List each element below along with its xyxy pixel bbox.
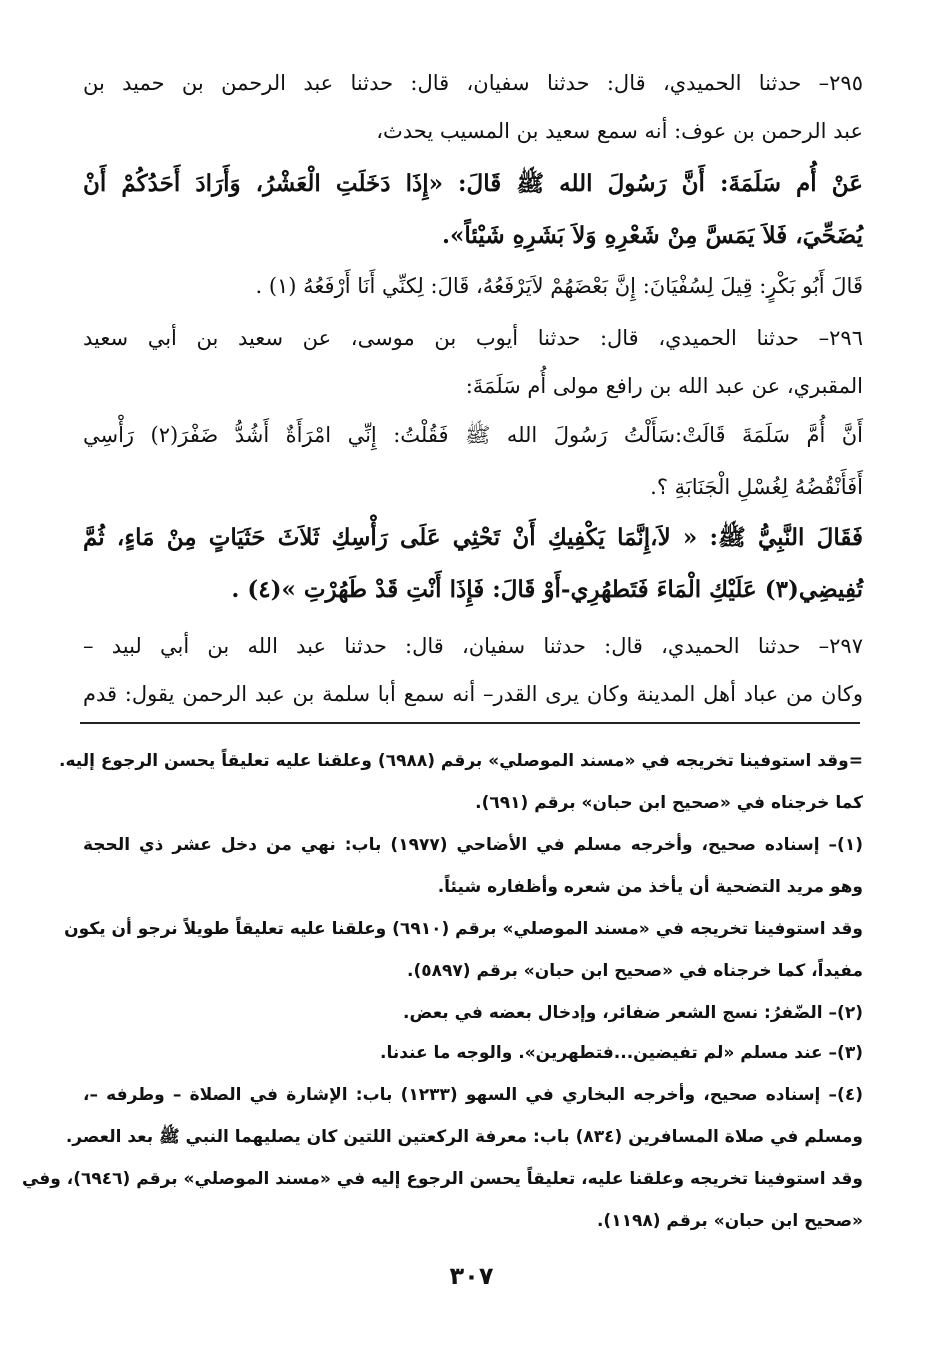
footnote-1-line-2: وهو مريد التضحية أن يأخذ من شعره وأظفاره شيئاً.	[437, 877, 863, 897]
footnote-continuation-line-2: كما خرجناه في «صحيح ابن حبان» برقم (٦٩١).	[475, 793, 863, 813]
page-number: ٣٠٧	[449, 1262, 494, 1290]
footnote-1-line-3: وقد استوفينا تخريجه في «مسند الموصلي» برقم (٦٩١٠) وعلقنا عليه تعليقاً طويلاً نرجو أن يكون	[64, 919, 863, 939]
footnote-1-line-4: مفيداً، كما خرجناه في «صحيح ابن حبان» برقم (٥٨٩٧).	[407, 961, 863, 981]
footnote-2: (٢)– الضّفرُ: نسج الشعر ضفائر، وإدخال بعضه في بعض.	[403, 1003, 863, 1023]
hadith-295-text-line-2: يُضَحِّيَ، فَلاَ يَمَسَّ مِنْ شَعْرِهِ وَلاَ بَشَرِهِ شَيْئاً».	[442, 222, 863, 249]
hadith-296-text-line-3: فَقَالَ النَّبِيُّ ﷺ: « لاَ،إِنَّمَا يَكْفِيكِ أَنْ تَحْثِي عَلَى رَأْسِكِ ثَلاَثَ حَثَيَاتٍ مِنْ مَاءٍ، ثُمَّ	[83, 524, 863, 551]
hadith-295-line-1: ٢٩٥– حدثنا الحميدي، قال: حدثنا سفيان، قال: حدثنا عبد الرحمن بن حميد بن	[83, 71, 863, 95]
hadith-296-line-2: المقبري، عن عبد الله بن رافع مولى أُم سَلَمَةَ:	[465, 374, 863, 398]
footnote-continuation-line-1: =وقد استوفينا تخريجه في «مسند الموصلي» برقم (٦٩٨٨) وعلقنا عليه تعليقاً يحسن الرجوع إليه.	[58, 751, 863, 771]
hadith-295-line-2: عبد الرحمن بن عوف: أنه سمع سعيد بن المسيب يحدث،	[376, 119, 863, 143]
abu-bakr-note: قَالَ أَبُو بَكْرٍ: قِيلَ لِسُفْيَانَ: إِنَّ بَعْضَهُمْ لاَيَرْفَعُهُ، قَالَ: لِكنِّي أَنَا أَرْفَعُهُ (١) .	[255, 274, 863, 298]
footnote-3: (٣)– عند مسلم «لم تفيضين...فتطهرين». والوجه ما عندنا.	[379, 1043, 863, 1063]
footnote-separator	[80, 722, 860, 724]
hadith-296-line-1: ٢٩٦– حدثنا الحميدي، قال: حدثنا أيوب بن موسى، عن سعيد بن أبي سعيد	[83, 326, 863, 350]
footnote-4-line-4: «صحيح ابن حبان» برقم (١١٩٨).	[596, 1211, 863, 1231]
hadith-296-text-line-2: أَفَأَنْقُضُهُ لِغُسْلِ الْجَنَابَةِ ؟.	[650, 475, 863, 499]
hadith-297-line-2: وكان من عباد أهل المدينة وكان يرى القدر– أنه سمع أبا سلمة بن عبد الرحمن يقول: قدم	[83, 682, 863, 706]
footnote-4-line-3: وقد استوفينا تخريجه وعلقنا عليه، تعليقاً يحسن الرجوع إليه في «مسند الموصلي» برقم (٦٩٤٦)، وفي	[21, 1169, 863, 1189]
hadith-296-text-line-1: أَنَّ أُمَّ سَلَمَةَ قَالَتْ:سَأَلْتُ رَسُولَ الله ﷺ فَقُلْتُ: إِنِّي امْرَأَةٌ أَشُدُّ ضَفْرَ(٢) رَأْسِي	[83, 423, 863, 447]
hadith-297-line-1: ٢٩٧– حدثنا الحميدي، قال: حدثنا سفيان، قال: حدثنا عبد الله بن أبي لبيد –	[83, 634, 863, 658]
footnote-4-line-1: (٤)– إسناده صحيح، وأخرجه البخاري في السهو (١٢٣٣) باب: الإشارة في الصلاة – وطرفه –،	[83, 1085, 863, 1105]
hadith-295-text-line-1: عَنْ أُم سَلَمَةَ: أَنَّ رَسُولَ الله ﷺ قَالَ: «إِذَا دَخَلَتِ الْعَشْرُ، وَأَرَادَ أَحَدُكُمْ أَنْ	[83, 170, 863, 197]
footnote-4-line-2: ومسلم في صلاة المسافرين (٨٣٤) باب: معرفة الركعتين اللتين كان يصليهما النبي ﷺ بعد العصر.	[65, 1127, 863, 1147]
footnote-1-line-1: (١)– إسناده صحيح، وأخرجه مسلم في الأضاحي (١٩٧٧) باب: نهي من دخل عشر ذي الحجة	[83, 835, 863, 855]
hadith-296-text-line-4: تُفِيضِي(٣) عَلَيْكِ الْمَاءَ فَتَطهُرِي-أَوْ قَالَ: فَإِذَا أَنْتِ قَدْ طَهُرْتِ »(٤) .	[231, 576, 863, 603]
